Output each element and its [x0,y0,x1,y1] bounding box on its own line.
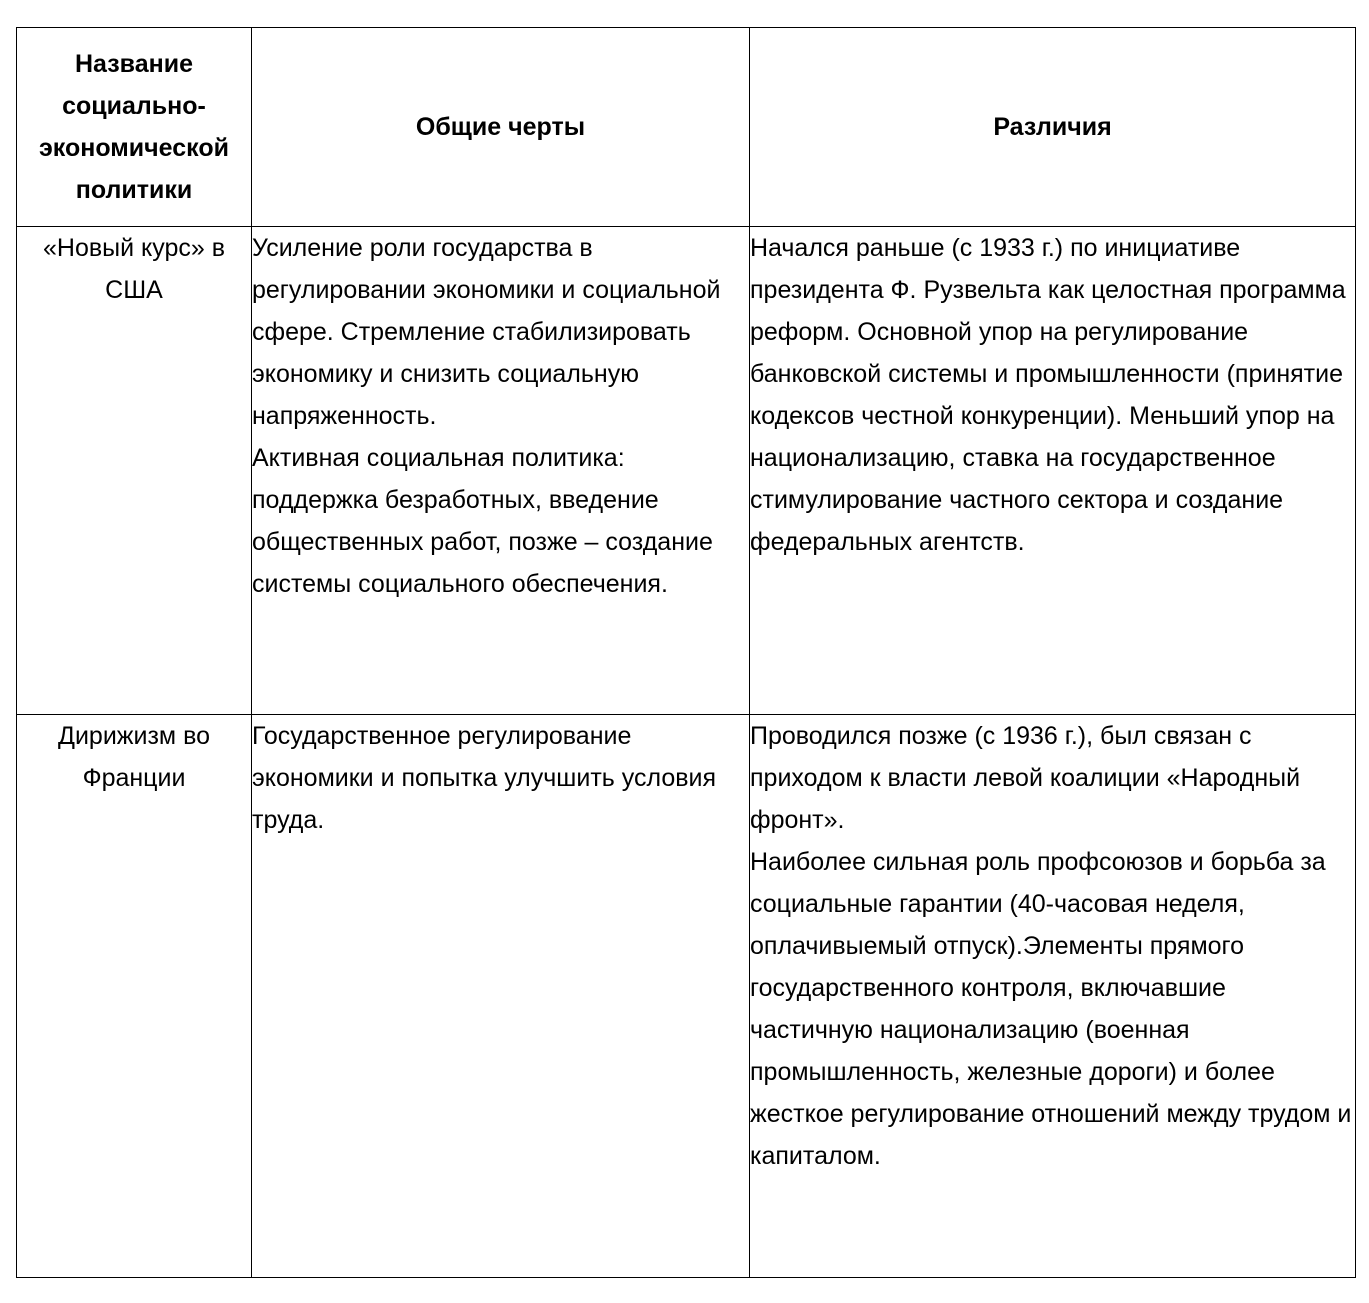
common-features-cell [252,715,750,1278]
table-row-dirigisme [17,715,1356,1278]
policy-name-cell: Дирижизм во Франции [17,715,252,1278]
comparison-table [16,27,1356,1278]
header-row [17,28,1356,227]
differences-cell [750,227,1356,715]
differences-cell [750,715,1356,1278]
differences-paragraph: Проводился позже (с 1936 г.), был связан с приходом к власти левой коалиции «Народный фронт». [750,722,1301,834]
common-features-cell [252,227,750,715]
policy-name-cell: «Новый курс» в США [17,227,252,715]
header-common-column: Общие черты [252,28,750,227]
table-row-new-deal [17,227,1356,715]
header-name-column: Название социально-экономической политики [17,28,252,227]
header-differences-column: Различия [750,28,1356,227]
common-features-paragraph: Усиление роли государства в регулировании экономики и социальной сфере. Стремление стабилизировать экономику и снизить социальную напряженность. [252,234,721,430]
differences-paragraph: Наиболее сильная роль профсоюзов и борьба за социальные гарантии (40-часовая неделя, оплачивыемый отпуск).Элементы прямого государственного контроля, включавшие частичную национализацию (военная промышленность, железные дороги) и более жесткое регулирование отношений между трудом и капиталом. [750,848,1352,1170]
common-features-paragraph: Активная социальная политика: поддержка безработных, введение общественных работ, позже – создание системы социального обеспечения. [252,444,713,598]
differences-paragraph: Начался раньше (с 1933 г.) по инициативе президента Ф. Рузвельта как целостная программа реформ. Основной упор на регулирование банковской системы и промышленности (принятие кодексов честной конкуренции). Меньший упор на национализацию, ставка на государственное стимулирование частного сектора и создание федеральных агентств. [750,234,1346,556]
common-features-paragraph: Государственное регулирование экономики и попытка улучшить условия труда. [252,722,717,834]
